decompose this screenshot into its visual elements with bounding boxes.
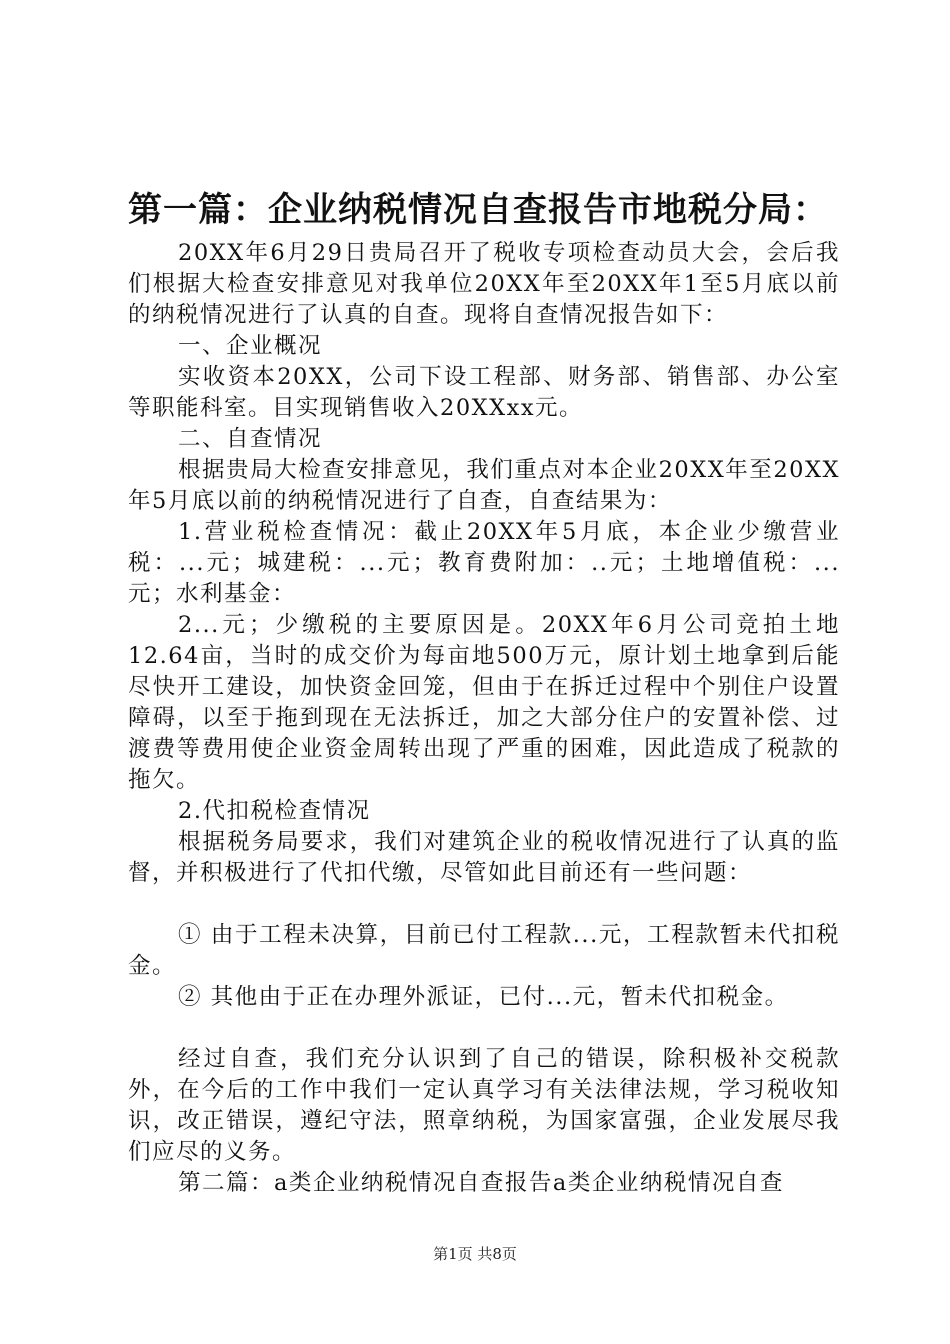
paragraph-arrears-reason: 2...元；少缴税的主要原因是。20XX年6月公司竞拍土地12.64亩，当时的成交价为每亩地500万元，原计划土地拿到后能尽快开工建设，加快资金回笼，但由于在拆迁过程中个别住户设置障碍，以至于拖到现在无法拆迁，加之大部分住户的安置补偿、过渡费等费用使企业资金周转出现了严重的困难，因此造成了税款的拖欠。 [128, 612, 840, 793]
paragraph-conclusion: 经过自查，我们充分认识到了自己的错误，除积极补交税款外，在今后的工作中我们一定认真学习有关法律法规，学习税收知识，改正错误，遵纪守法，照章纳税，为国家富强，企业发展尽我们应尽的义务。 [128, 1046, 840, 1165]
document-title: 第一篇：企业纳税情况自查报告市地税分局： [128, 190, 828, 230]
paragraph-overview: 实收资本20XX，公司下设工程部、财务部、销售部、办公室等职能科室。目实现销售收入20XXxx元。 [128, 364, 840, 421]
list-item-2: ② 其他由于正在办理外派证，已付...元，暂未代扣税金。 [178, 984, 789, 1010]
paragraph-intro: 20XX年6月29日贵局召开了税收专项检查动员大会，会后我们根据大检查安排意见对我单位20XX年至20XX年1至5月底以前的纳税情况进行了认真的自查。现将自查情况报告如下： [128, 240, 840, 328]
page-footer: 第1页 共8页 [433, 1245, 517, 1263]
paragraph-second-article: 第二篇：a类企业纳税情况自查报告a类企业纳税情况自查 [178, 1170, 784, 1196]
section-heading-self-check: 二、自查情况 [178, 426, 323, 452]
paragraph-self-check: 根据贵局大检查安排意见，我们重点对本企业20XX年至20XX年5月底以前的纳税情况进行了自查，自查结果为： [128, 457, 840, 514]
section-heading-overview: 一、企业概况 [178, 333, 323, 359]
document-body [128, 238, 840, 1199]
paragraph-withholding-heading: 2.代扣税检查情况 [178, 798, 371, 824]
paragraph-business-tax: 1.营业税检查情况：截止20XX年5月底，本企业少缴营业税：...元；城建税：...元；教育费附加：..元；土地增值税：...元；水利基金： [128, 519, 840, 607]
paragraph-withholding: 根据税务局要求，我们对建筑企业的税收情况进行了认真的监督，并积极进行了代扣代缴，尽管如此目前还有一些问题： [128, 829, 840, 886]
list-item-1: ① 由于工程未决算，目前已付工程款...元，工程款暂未代扣税金。 [128, 922, 840, 979]
